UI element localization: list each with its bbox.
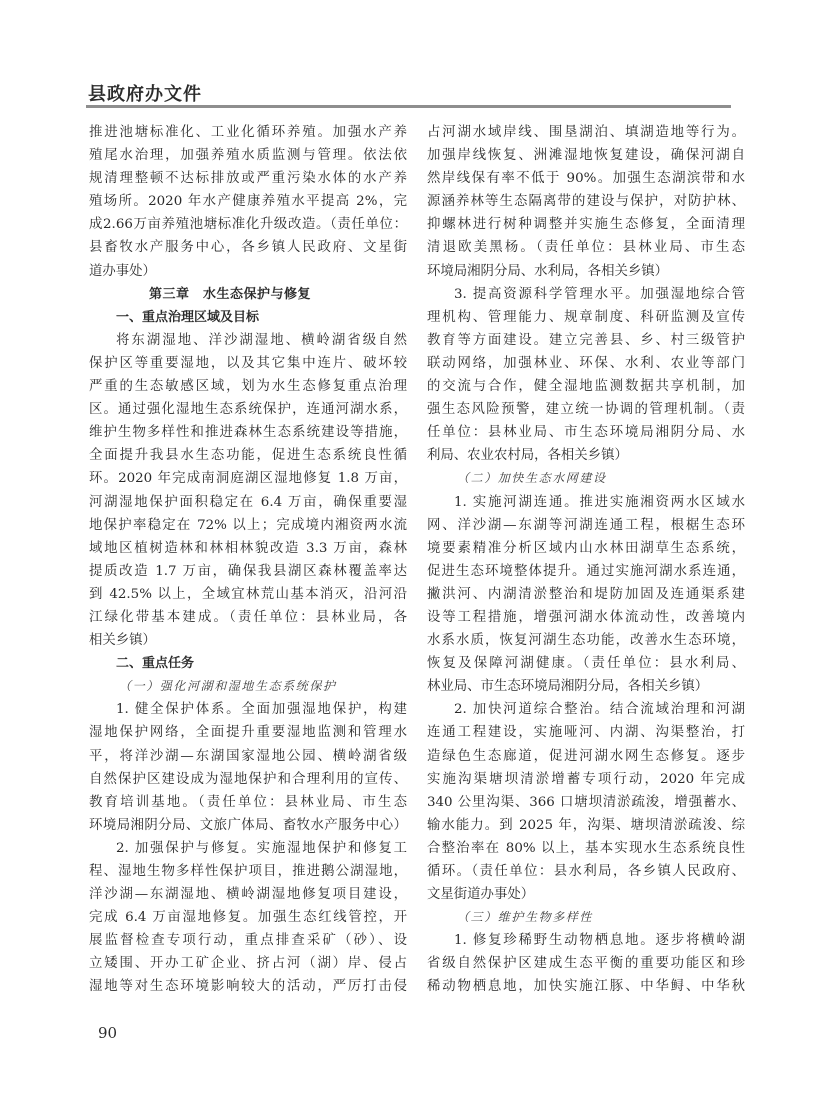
paragraph-line-end: 文星街道办事处） [427,887,535,903]
left-column [89,121,407,999]
paragraph-line-end: 利局、农业农村局，各相关乡镇） [427,448,628,464]
paragraph-line-end: 环境局湘阴分局、水利局，各相关乡镇） [427,263,669,279]
page-number: 90 [98,1024,118,1042]
paragraph-line: 网、洋沙湖—东湖等河湖连通工程，根椐生态环 [427,517,745,533]
paragraph-line: 促进生态环境整体提升。通过实施河湖水系连通， [427,563,745,579]
paragraph-line: 合整治率在 80% 以上，基本实现水生态系统良性 [427,840,745,856]
paragraph-line: 到 42.5% 以上，全域宜林荒山基本消灭，沿河沿 [89,586,407,602]
paragraph-line: 理机构、管理能力、规章制度、科研监测及宣传 [427,309,745,325]
paragraph-line: 提质改造 1.7 万亩，确保我县湖区森林覆盖率达 [89,563,407,579]
paragraph-line: 源涵养林等生态隔离带的建设与保护，对防护林、 [427,194,745,210]
paragraph-line: 殖场所。2020 年水产健康养殖水平提高 2%，完 [89,194,407,210]
paragraph-line: 完成 6.4 万亩湿地修复。加强生态红线管控，开 [89,910,407,926]
paragraph-line: 任单位：县林业局、市生态环境局湘阴分局、水 [427,425,745,441]
paragraph-line: 环境局湘阴分局、文旅广体局、畜牧水产服务中心） [89,817,407,833]
paragraph-first-line: 1. 实施河湖连通。推进实施湘资两水区域水 [454,494,745,510]
paragraph-line: 严重的生态敏感区域，划为水生态修复重点治理 [89,379,407,395]
paragraph-line: 洋沙湖—东湖湿地、横岭湖湿地修复项目建设， [89,887,407,903]
right-column [427,121,745,999]
section-heading: 二、重点任务 [116,656,195,672]
paragraph-line: 境要素精准分析区域内山水林田湖草生态系统， [427,540,745,556]
paragraph-line: 平，将洋沙湖—东湖国家湿地公园、横岭湖省级 [89,748,407,764]
paragraph-line: 水系水质，恢复河湖生态功能，改善水生态环境， [427,633,745,649]
paragraph-first-line: 1. 健全保护体系。全面加强湿地保护，构建 [116,702,407,718]
paragraph-first-line: 2. 加快河道综合整治。结合流域治理和河湖 [454,702,745,718]
paragraph-line-end: 林业局、市生态环境局湘阴分局，各相关乡镇） [427,679,709,695]
header-divider [86,105,731,108]
paragraph-line: 域地区植树造林和林相林貌改造 3.3 万亩，森林 [89,540,407,556]
paragraph-line: 地保护率稳定在 72% 以上；完成境内湘资两水流 [89,517,407,533]
paragraph-line: 展监督检查专项行动，重点排查采矿（砂）、设 [89,933,407,949]
paragraph-line-end: 道办事处） [89,263,156,279]
paragraph-line: 维护生物多样性和推进森林生态系统建设等措施， [89,425,407,441]
paragraph-line: 撇洪河、内湖清淤整治和堤防加固及连通渠系建 [427,586,745,602]
paragraph-line: 殖尾水治理，加强养殖水质监测与管理。依法依 [89,148,407,164]
paragraph-line: 实施沟渠塘坝清淤增蓄专项行动，2020 年完成 [427,771,745,787]
paragraph-line: 340 公里沟渠、366 口塘坝清淤疏浚，增强蓄水、 [427,794,745,810]
paragraph-line: 加强岸线恢复、洲滩湿地恢复建设，确保河湖自 [427,148,745,164]
paragraph-line: 设等工程措施，增强河湖水体流动性，改善境内 [427,609,745,625]
paragraph-first-line: 将东湖湿地、洋沙湖湿地、横岭湖省级自然 [116,332,407,348]
paragraph-line: 推进池塘标准化、工业化循环养殖。加强水产养 [89,125,407,140]
paragraph-line: 连通工程建设，实施哑河、内湖、沟渠整治，打 [427,725,745,741]
chapter-heading: 第三章 水生态保护与修复 [149,286,312,302]
paragraph-line: 立矮围、开办工矿企业、挤占河（湖）岸、侵占 [89,956,407,972]
paragraph-line: 然岸线保有率不低于 90%。加强生态湖滨带和水 [427,171,745,187]
subsection-heading: （三）维护生物多样性 [457,910,594,925]
paragraph-line: 湿地保护网络，全面提升重要湿地监测和管理水 [89,725,407,741]
paragraph-line: 输水能力。到 2025 年，沟渠、塘坝清淤疏浚、综 [427,817,745,833]
paragraph-first-line: 2. 加强保护与修复。实施湿地保护和修复工 [116,840,407,856]
running-header-title: 县政府办文件 [88,84,202,105]
paragraph-line: 教育培训基地。（责任单位：县林业局、市生态 [89,794,407,810]
paragraph-line: 教育等方面建设。建立完善县、乡、村三级管护 [427,332,745,348]
paragraph-line: 占河湖水域岸线、围垦湖泊、填湖造地等行为。 [427,125,745,140]
paragraph-line: 全面提升我县水生态功能，促进生态系统良性循 [89,448,407,464]
paragraph-line: 恢复及保障河湖健康。（责任单位：县水利局、 [427,656,745,672]
paragraph-line: 湿地等对生态环境影响较大的活动，严厉打击侵 [89,979,407,995]
paragraph-line: 环。2020 年完成南洞庭湖区湿地修复 1.8 万亩， [89,471,407,487]
paragraph-line: 保护区等重要湿地，以及其它集中连片、破坏较 [89,355,407,371]
paragraph-line: 省级自然保护区建成生态平衡的重要功能区和珍 [427,956,745,972]
paragraph-line: 造绿色生态廊道，促进河湖水网生态修复。逐步 [427,748,745,764]
paragraph-line: 清退欧美黑杨。（责任单位：县林业局、市生态 [427,240,745,256]
paragraph-line: 的交流与合作，健全湿地监测数据共享机制，加 [427,379,745,395]
paragraph-line: 联动网络，加强林业、环保、水利、农业等部门 [427,355,745,371]
paragraph-line: 河湖湿地保护面积稳定在 6.4 万亩，确保重要湿 [89,494,407,510]
paragraph-line: 程、湿地生物多样性保护项目，推进鹅公湖湿地， [89,864,407,879]
paragraph-line: 区。通过强化湿地生态系统保护，连通河湖水系， [89,402,407,418]
paragraph-line: 成2.66万亩养殖池塘标准化升级改造。（责任单位： [89,217,407,233]
paragraph-line: 循环。（责任单位：县水利局，各乡镇人民政府、 [427,864,745,879]
paragraph-first-line: 1. 修复珍稀野生动物栖息地。逐步将横岭湖 [454,933,745,949]
paragraph-first-line: 3. 提高资源科学管理水平。加强湿地综合管 [454,286,745,302]
paragraph-line: 抑螺林进行树种调整并实施生态修复，全面清理 [427,217,745,233]
section-heading: 一、重点治理区域及目标 [116,309,260,325]
paragraph-line: 稀动物栖息地，加快实施江豚、中华鲟、中华秋 [427,979,745,995]
subsection-heading: （二）加快生态水网建设 [457,471,607,486]
paragraph-line: 县畜牧水产服务中心，各乡镇人民政府、文星街 [89,240,407,256]
paragraph-line: 规清理整顿不达标排放或严重污染水体的水产养 [89,171,407,187]
paragraph-line-end: 相关乡镇） [89,633,156,649]
paragraph-line: 自然保护区建设成为湿地保护和合理利用的宣传、 [89,771,407,787]
paragraph-line: 江绿化带基本建成。（责任单位：县林业局，各 [89,609,407,625]
subsection-heading: （一）强化河湖和湿地生态系统保护 [119,679,337,694]
paragraph-line: 强生态风险预警，建立统一协调的管理机制。（责 [427,402,745,418]
